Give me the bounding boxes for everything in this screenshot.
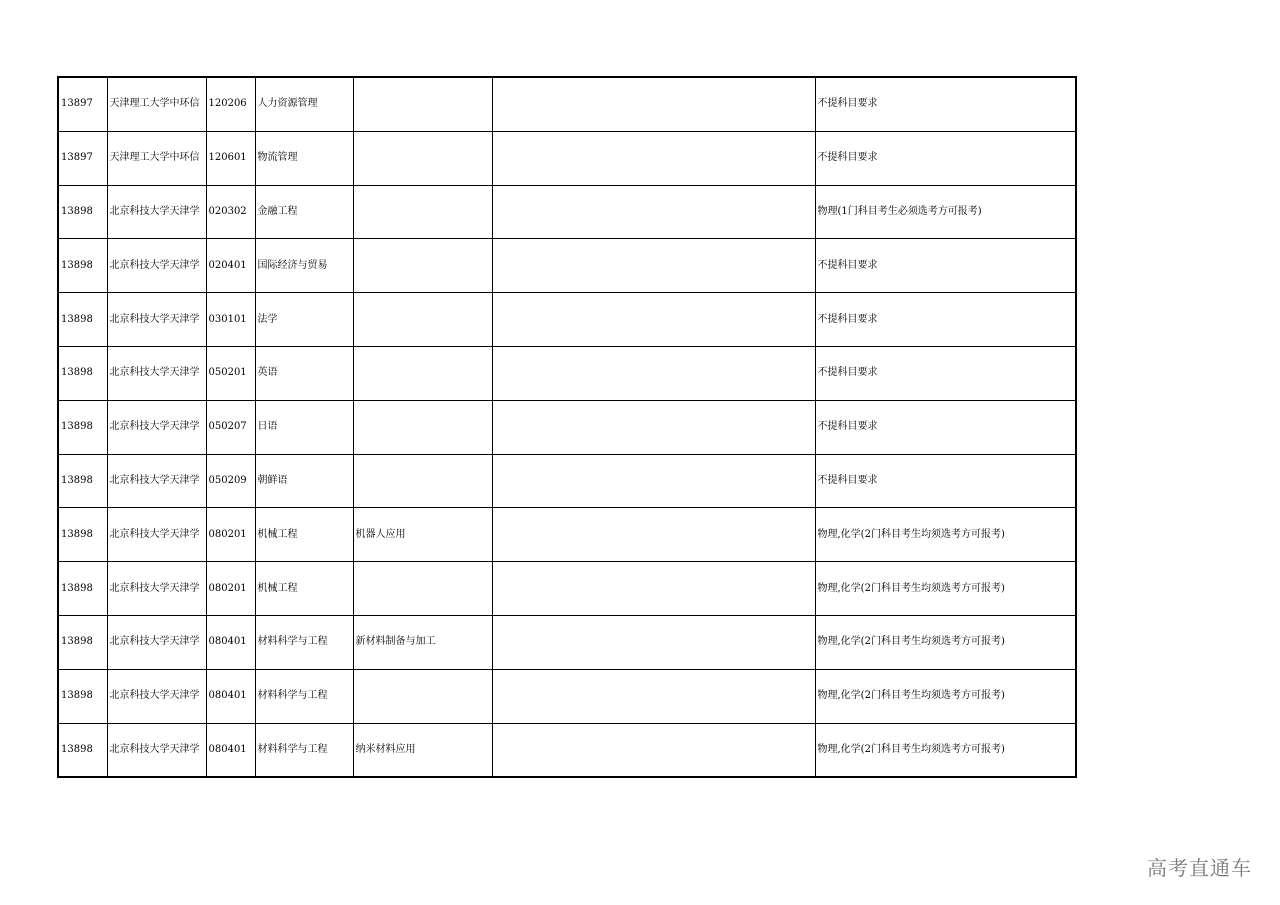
school-code-cell: 13898 — [58, 508, 107, 562]
major-name-cell: 金融工程 — [255, 185, 353, 239]
direction-cell: 机器人应用 — [353, 508, 492, 562]
school-name-cell: 北京科技大学天津学 — [107, 615, 206, 669]
watermark-text: 高考直通车 — [1147, 856, 1252, 880]
major-code-cell: 080401 — [206, 723, 255, 777]
school-code-cell: 13898 — [58, 723, 107, 777]
direction-cell — [353, 131, 492, 185]
table-row — [58, 185, 1076, 239]
subject-requirement-cell: 不提科目要求 — [815, 400, 1076, 454]
notes-cell — [492, 293, 815, 347]
major-name-cell: 人力资源管理 — [255, 77, 353, 131]
major-code-cell: 030101 — [206, 293, 255, 347]
direction-cell: 新材料制备与加工 — [353, 615, 492, 669]
major-name-cell: 朝鲜语 — [255, 454, 353, 508]
school-code-cell: 13898 — [58, 239, 107, 293]
major-name-cell: 材料科学与工程 — [255, 615, 353, 669]
subject-requirement-cell: 物理,化学(2门科目考生均须选考方可报考) — [815, 508, 1076, 562]
table-row — [58, 454, 1076, 508]
major-code-cell: 050201 — [206, 346, 255, 400]
school-name-cell: 北京科技大学天津学 — [107, 346, 206, 400]
school-code-cell: 13898 — [58, 615, 107, 669]
notes-cell — [492, 669, 815, 723]
table-row — [58, 669, 1076, 723]
school-name-cell: 北京科技大学天津学 — [107, 669, 206, 723]
subject-requirement-cell: 物理,化学(2门科目考生均须选考方可报考) — [815, 562, 1076, 616]
school-name-cell: 北京科技大学天津学 — [107, 185, 206, 239]
school-name-cell: 北京科技大学天津学 — [107, 293, 206, 347]
table-row — [58, 615, 1076, 669]
major-code-cell: 120601 — [206, 131, 255, 185]
direction-cell — [353, 562, 492, 616]
enrollment-table — [57, 76, 1077, 778]
table-row — [58, 562, 1076, 616]
direction-cell — [353, 669, 492, 723]
table-row — [58, 346, 1076, 400]
school-name-cell: 北京科技大学天津学 — [107, 508, 206, 562]
subject-requirement-cell: 不提科目要求 — [815, 131, 1076, 185]
direction-cell — [353, 454, 492, 508]
major-code-cell: 080401 — [206, 615, 255, 669]
table-body — [58, 77, 1076, 777]
major-name-cell: 机械工程 — [255, 508, 353, 562]
subject-requirement-cell: 不提科目要求 — [815, 77, 1076, 131]
table-row — [58, 508, 1076, 562]
major-code-cell: 020302 — [206, 185, 255, 239]
notes-cell — [492, 131, 815, 185]
school-name-cell: 天津理工大学中环信 — [107, 131, 206, 185]
table-row — [58, 77, 1076, 131]
school-code-cell: 13898 — [58, 293, 107, 347]
notes-cell — [492, 615, 815, 669]
school-name-cell: 北京科技大学天津学 — [107, 454, 206, 508]
major-name-cell: 材料科学与工程 — [255, 723, 353, 777]
table-row — [58, 131, 1076, 185]
school-name-cell: 北京科技大学天津学 — [107, 562, 206, 616]
major-code-cell: 080201 — [206, 562, 255, 616]
school-code-cell: 13898 — [58, 454, 107, 508]
table-row — [58, 293, 1076, 347]
table-row — [58, 400, 1076, 454]
major-name-cell: 日语 — [255, 400, 353, 454]
notes-cell — [492, 454, 815, 508]
major-name-cell: 物流管理 — [255, 131, 353, 185]
major-name-cell: 机械工程 — [255, 562, 353, 616]
major-name-cell: 法学 — [255, 293, 353, 347]
direction-cell — [353, 77, 492, 131]
major-code-cell: 080201 — [206, 508, 255, 562]
notes-cell — [492, 185, 815, 239]
major-name-cell: 材料科学与工程 — [255, 669, 353, 723]
notes-cell — [492, 346, 815, 400]
direction-cell — [353, 346, 492, 400]
direction-cell — [353, 239, 492, 293]
subject-requirement-cell: 物理,化学(2门科目考生均须选考方可报考) — [815, 615, 1076, 669]
notes-cell — [492, 723, 815, 777]
school-code-cell: 13898 — [58, 562, 107, 616]
school-code-cell: 13898 — [58, 185, 107, 239]
subject-requirement-cell: 不提科目要求 — [815, 293, 1076, 347]
school-code-cell: 13897 — [58, 131, 107, 185]
major-code-cell: 080401 — [206, 669, 255, 723]
notes-cell — [492, 239, 815, 293]
table-row — [58, 723, 1076, 777]
major-code-cell: 050209 — [206, 454, 255, 508]
notes-cell — [492, 77, 815, 131]
school-code-cell: 13898 — [58, 346, 107, 400]
subject-requirement-cell: 不提科目要求 — [815, 346, 1076, 400]
direction-cell — [353, 185, 492, 239]
direction-cell — [353, 293, 492, 347]
subject-requirement-cell: 不提科目要求 — [815, 239, 1076, 293]
subject-requirement-cell: 不提科目要求 — [815, 454, 1076, 508]
notes-cell — [492, 508, 815, 562]
school-name-cell: 北京科技大学天津学 — [107, 723, 206, 777]
subject-requirement-cell: 物理,化学(2门科目考生均须选考方可报考) — [815, 669, 1076, 723]
major-code-cell: 050207 — [206, 400, 255, 454]
table-row — [58, 239, 1076, 293]
direction-cell — [353, 400, 492, 454]
major-code-cell: 020401 — [206, 239, 255, 293]
school-code-cell: 13897 — [58, 77, 107, 131]
school-code-cell: 13898 — [58, 400, 107, 454]
major-name-cell: 国际经济与贸易 — [255, 239, 353, 293]
major-name-cell: 英语 — [255, 346, 353, 400]
school-name-cell: 北京科技大学天津学 — [107, 239, 206, 293]
notes-cell — [492, 400, 815, 454]
school-code-cell: 13898 — [58, 669, 107, 723]
school-name-cell: 北京科技大学天津学 — [107, 400, 206, 454]
subject-requirement-cell: 物理,化学(2门科目考生均须选考方可报考) — [815, 723, 1076, 777]
notes-cell — [492, 562, 815, 616]
major-code-cell: 120206 — [206, 77, 255, 131]
subject-requirement-cell: 物理(1门科目考生必须选考方可报考) — [815, 185, 1076, 239]
school-name-cell: 天津理工大学中环信 — [107, 77, 206, 131]
direction-cell: 纳米材料应用 — [353, 723, 492, 777]
